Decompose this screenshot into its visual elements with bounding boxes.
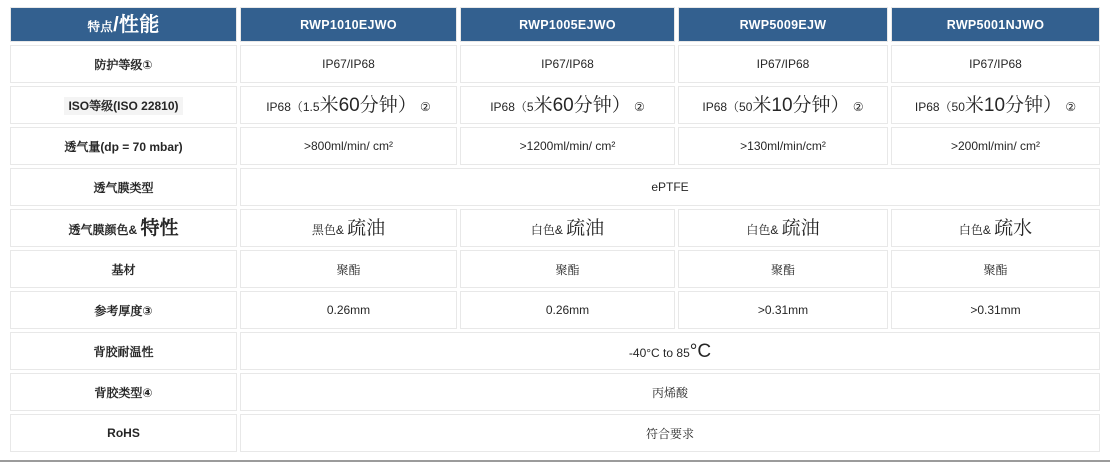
text-segment: /性能 <box>113 13 160 36</box>
text-segment: IP67/IP68 <box>322 57 375 71</box>
table-cell-span <box>240 373 1100 411</box>
text-segment: 白色& <box>958 222 995 237</box>
text-segment: 米10分钟） <box>964 94 1063 116</box>
text-segment: 透气膜类型 <box>93 180 154 195</box>
row-label <box>10 209 237 247</box>
row-label <box>10 250 237 288</box>
table-cell <box>891 291 1100 329</box>
table-cell <box>891 45 1100 83</box>
table-row <box>10 373 1100 411</box>
table-cell <box>240 86 457 124</box>
table-cell-span <box>240 332 1100 370</box>
text-segment: 特性 <box>140 217 179 239</box>
table-cell <box>240 291 457 329</box>
text-segment: RWP1010EJWO <box>300 17 397 32</box>
table-header-row <box>10 7 1100 42</box>
text-segment: >0.31mm <box>970 303 1021 317</box>
table-cell <box>891 127 1100 165</box>
table-cell <box>891 250 1100 288</box>
text-segment: 聚酯 <box>555 262 580 277</box>
text-segment: ISO等级(ISO 22810) <box>68 98 179 113</box>
text-segment: ② <box>416 99 431 114</box>
text-segment: 聚酯 <box>770 262 795 277</box>
table-cell <box>460 209 675 247</box>
text-segment: 聚酯 <box>336 262 361 277</box>
text-segment: 疏水 <box>994 217 1033 239</box>
row-label <box>10 45 237 83</box>
text-segment: IP67/IP68 <box>969 57 1022 71</box>
table-row <box>10 250 1100 288</box>
text-segment: 0.26mm <box>545 303 590 317</box>
row-label <box>10 127 237 165</box>
text-segment: IP68（5 <box>490 99 534 114</box>
table-row <box>10 127 1100 165</box>
text-segment: 白色& <box>530 222 567 237</box>
column-header-rwp1005ejwo <box>460 7 675 42</box>
text-segment: IP67/IP68 <box>541 57 594 71</box>
text-segment: IP67/IP68 <box>756 57 810 71</box>
text-segment: 符合要求 <box>645 426 694 441</box>
text-segment: °C <box>689 340 712 362</box>
text-segment: 疏油 <box>781 217 820 239</box>
text-segment: -40°C to 85 <box>628 345 690 360</box>
table-cell <box>678 127 888 165</box>
table-cell <box>240 127 457 165</box>
text-segment: 黑色& <box>311 222 348 237</box>
text-segment: 米10分钟） <box>752 94 850 116</box>
spec-table <box>7 4 1103 455</box>
text-segment: 防护等级① <box>94 57 153 72</box>
row-label <box>10 168 237 206</box>
column-header-rwp5009ejw <box>678 7 888 42</box>
table-cell <box>891 209 1100 247</box>
table-cell <box>460 86 675 124</box>
text-segment: 特点 <box>87 19 114 34</box>
table-cell <box>240 45 457 83</box>
row-label-highlight <box>64 97 182 115</box>
table-cell <box>460 127 675 165</box>
text-segment: ② <box>1062 99 1077 114</box>
table-cell <box>460 291 675 329</box>
table-row <box>10 414 1100 452</box>
table-cell-span <box>240 168 1100 206</box>
table-cell-span <box>240 414 1100 452</box>
table-row <box>10 291 1100 329</box>
text-segment: RoHS <box>107 426 140 440</box>
text-segment: ② <box>630 99 645 114</box>
text-segment: 疏油 <box>566 217 605 239</box>
text-segment: 米60分钟） <box>533 94 631 116</box>
row-label <box>10 414 237 452</box>
text-segment: 聚酯 <box>983 262 1008 277</box>
text-segment: 丙烯酸 <box>651 385 688 400</box>
text-segment: 疏油 <box>347 217 386 239</box>
text-segment: >800ml/min/ cm² <box>303 139 394 153</box>
table-cell <box>240 250 457 288</box>
text-segment: >1200ml/min/ cm² <box>519 139 616 153</box>
text-segment: 参考厚度③ <box>94 303 153 318</box>
row-label <box>10 332 237 370</box>
table-cell <box>678 250 888 288</box>
text-segment: 白色& <box>746 222 782 237</box>
text-segment: 透气量(dp = 70 mbar) <box>64 139 183 154</box>
text-segment: 基材 <box>111 262 136 277</box>
text-segment: ePTFE <box>651 180 689 194</box>
text-segment: 透气膜颜色& <box>68 222 141 237</box>
text-segment: RWP5001NJWO <box>946 17 1045 32</box>
text-segment: >0.31mm <box>757 303 809 317</box>
row-label <box>10 373 237 411</box>
text-segment: 背胶耐温性 <box>93 344 154 359</box>
text-segment: IP68（50 <box>914 99 965 114</box>
column-header-rwp5001njwo <box>891 7 1100 42</box>
text-segment: 背胶类型④ <box>94 385 153 400</box>
table-row <box>10 332 1100 370</box>
bottom-divider <box>0 460 1110 462</box>
table-cell <box>240 209 457 247</box>
table-row <box>10 209 1100 247</box>
table-row <box>10 86 1100 124</box>
column-header-rwp1010ejwo <box>240 7 457 42</box>
text-segment: >130ml/min/cm² <box>740 139 826 153</box>
column-header-features <box>10 7 237 42</box>
table-cell <box>460 45 675 83</box>
text-segment: RWP5009EJW <box>739 17 827 32</box>
text-segment: 米60分钟） <box>319 94 417 116</box>
text-segment: RWP1005EJWO <box>519 17 616 32</box>
text-segment: 0.26mm <box>326 303 371 317</box>
table-row <box>10 168 1100 206</box>
text-segment: IP68（50 <box>702 99 753 114</box>
table-cell <box>678 291 888 329</box>
row-label <box>10 86 237 124</box>
table-cell <box>678 45 888 83</box>
row-label <box>10 291 237 329</box>
table-row <box>10 45 1100 83</box>
table-cell <box>891 86 1100 124</box>
table-cell <box>678 86 888 124</box>
table-cell <box>460 250 675 288</box>
text-segment: ② <box>849 99 864 114</box>
text-segment: IP68（1.5 <box>266 99 320 114</box>
text-segment: >200ml/min/ cm² <box>950 139 1041 153</box>
table-cell <box>678 209 888 247</box>
